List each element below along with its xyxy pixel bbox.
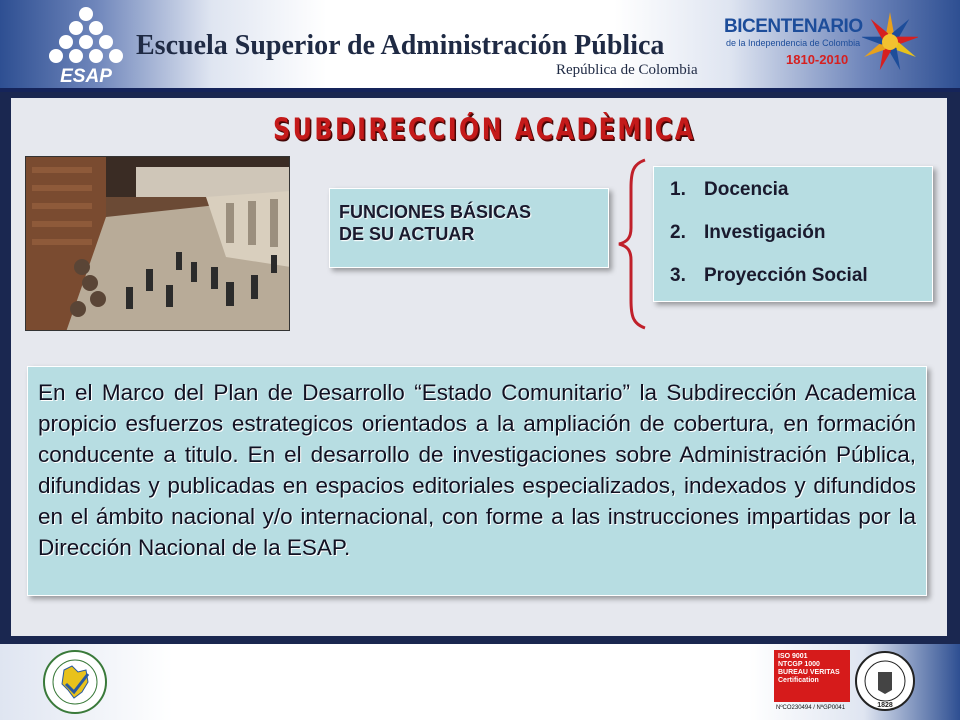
institution-subtitle: República de Colombia: [556, 62, 698, 78]
cert-line-iso: ISO 9001: [778, 653, 808, 660]
list-label-proyeccion-social: Proyección Social: [704, 265, 868, 286]
campus-hall-photo: [25, 156, 290, 331]
section-title: SUBDIRECCIÓN ACADÈMICA: [273, 112, 696, 146]
cert-code: NºCO230494 / NºGP0041: [776, 705, 846, 711]
content-frame: [0, 92, 960, 644]
funciones-line-1: FUNCIONES BÁSICAS: [339, 202, 532, 222]
funciones-basicas-box: [329, 188, 609, 268]
svg-text:1828: 1828: [877, 702, 893, 709]
certification-badge: [774, 650, 916, 716]
funciones-list-box: [653, 166, 933, 302]
list-number: 3.: [670, 265, 686, 286]
esap-logo-icon: [40, 6, 132, 86]
funciones-line-2: DE SU ACTUAR: [339, 224, 475, 244]
description-box: [27, 366, 927, 596]
header-banner: [0, 0, 960, 92]
bicentenario-subtitle: de la Independencia de Colombia: [726, 38, 861, 48]
cert-line-ntcgp: NTCGP 1000: [778, 661, 820, 668]
bureau-veritas-seal-icon: [854, 650, 916, 712]
list-item: [670, 179, 932, 201]
list-item: [670, 265, 932, 287]
sun-emblem-icon: [862, 8, 918, 82]
quality-seal-icon: [38, 648, 112, 716]
list-item: [670, 222, 932, 244]
bicentenario-title: BICENTENARIO: [724, 16, 863, 37]
cert-line-bureau: BUREAU VERITAS: [778, 669, 840, 676]
iso-cert-block: [774, 650, 850, 702]
description-paragraph: En el Marco del Plan de Desarrollo “Estado Comunitario” la Subdirección Academica propicio esfuerzos estrategicos orientados a la ampliación de cobertura, en formación conducente a titulo. En el desarrollo de investigaciones sobre Administración Pública, difundidas y publicadas en espacios editoriales especializados, indexados y difundidos en el ámbito nacional y/o internacional, con forme a las instrucciones impartidas por la Dirección Nacional de la ESAP.: [38, 380, 916, 560]
list-number: 1.: [670, 179, 686, 200]
list-label-investigacion: Investigación: [704, 222, 826, 243]
svg-text:ESAP: ESAP: [60, 66, 112, 86]
footer-banner: [0, 644, 960, 720]
curly-brace-icon: [611, 158, 655, 330]
content-panel: [11, 98, 947, 636]
cert-line-certification: Certification: [778, 677, 819, 684]
list-number: 2.: [670, 222, 686, 243]
bicentenario-logo: [724, 16, 863, 76]
bicentenario-years: 1810-2010: [786, 52, 849, 67]
list-label-docencia: Docencia: [704, 179, 789, 200]
institution-title: Escuela Superior de Administración Pública: [136, 30, 665, 61]
